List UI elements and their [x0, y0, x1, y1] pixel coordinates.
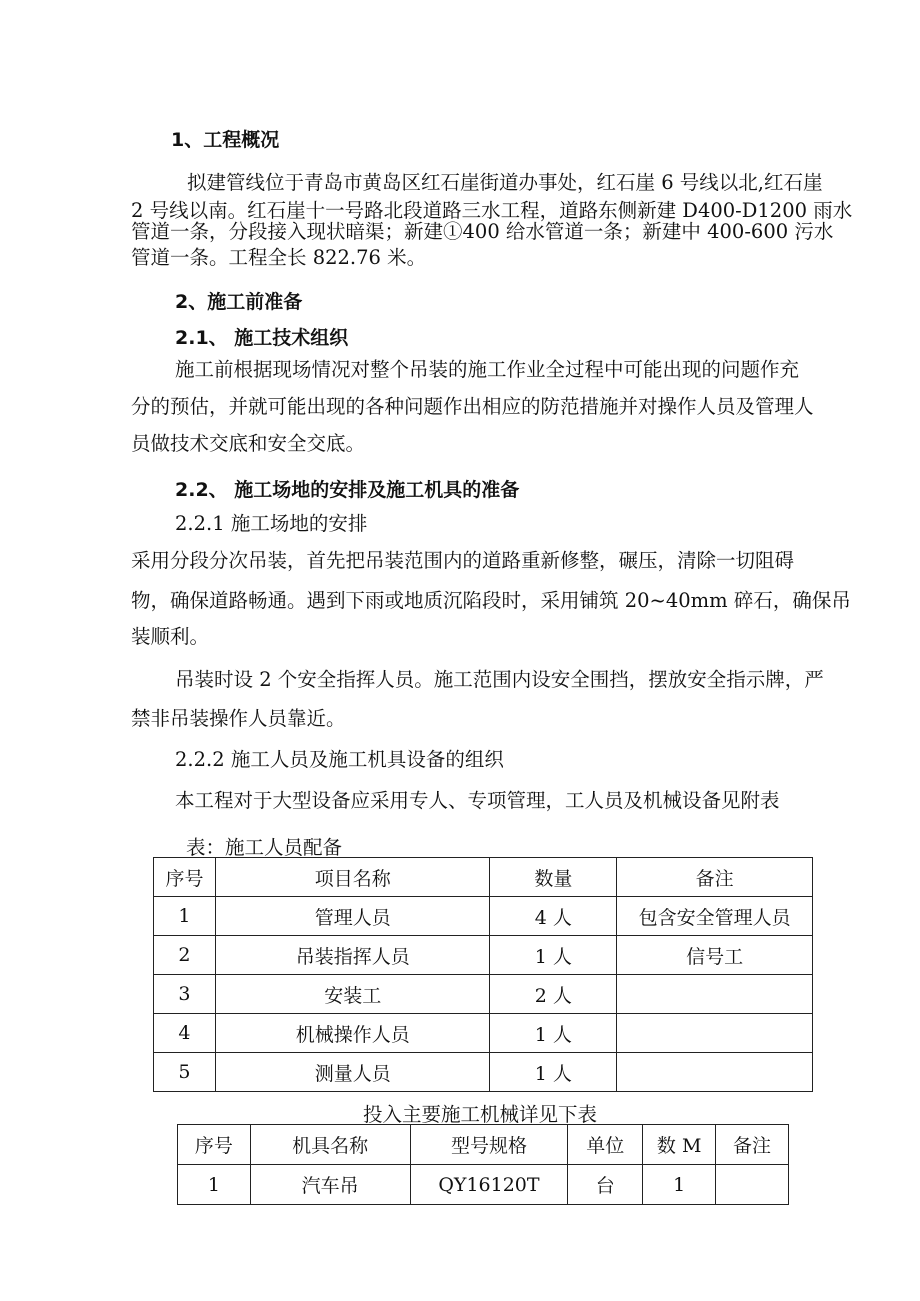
table-row — [154, 1053, 813, 1092]
personnel-cell-index: 2 — [154, 936, 216, 975]
personnel-cell-qty: 4 人 — [490, 897, 617, 936]
machinery-cell-qty: 1 — [643, 1165, 716, 1205]
section-2-1-line-1: 施工前根据现场情况对整个吊装的施工作业全过程中可能出现的问题作充 — [175, 358, 800, 381]
machinery-header-index: 序号 — [178, 1125, 251, 1165]
personnel-cell-index: 5 — [154, 1053, 216, 1092]
machinery-header-note: 备注 — [716, 1125, 789, 1165]
personnel-cell-qty: 2 人 — [490, 975, 617, 1014]
table-row — [154, 897, 813, 936]
section-2-1-title: 2.1、 施工技术组织 — [175, 327, 349, 349]
personnel-table-caption: 表：施工人员配备 — [186, 836, 343, 859]
personnel-cell-item: 管理人员 — [215, 897, 490, 936]
personnel-cell-note: 包含安全管理人员 — [617, 897, 813, 936]
personnel-cell-index: 4 — [154, 1014, 216, 1053]
section-2-1-line-3: 员做技术交底和安全交底。 — [131, 432, 366, 455]
personnel-header-index: 序号 — [154, 858, 216, 897]
personnel-cell-index: 1 — [154, 897, 216, 936]
personnel-cell-qty: 1 人 — [490, 1014, 617, 1053]
section-2-2-1-line-2: 物，确保道路畅通。遇到下雨或地质沉陷段时，采用铺筑 20~40mm 碎石，确保吊 — [131, 589, 851, 612]
section-1-title: 1、工程概况 — [171, 129, 280, 151]
section-2-2-2-line: 本工程对于大型设备应采用专人、专项管理，工人员及机械设备见附表 — [175, 789, 780, 812]
machinery-cell-name: 汽车吊 — [250, 1165, 410, 1205]
section-1-line-4: 管道一条。工程全长 822.76 米。 — [131, 246, 427, 269]
personnel-cell-qty: 1 人 — [490, 936, 617, 975]
personnel-cell-qty: 1 人 — [490, 1053, 617, 1092]
machinery-header-unit: 单位 — [568, 1125, 643, 1165]
section-2-2-1-line-3: 装顺利。 — [131, 625, 210, 648]
machinery-cell-unit: 台 — [568, 1165, 643, 1205]
machinery-table-caption: 投入主要施工机械详见下表 — [363, 1103, 598, 1126]
section-2-2-1-title: 2.2.1 施工场地的安排 — [175, 512, 368, 535]
personnel-table — [153, 857, 813, 1092]
personnel-cell-note — [617, 1014, 813, 1053]
table-row — [154, 975, 813, 1014]
section-2-2-1-line-1: 采用分段分次吊装，首先把吊装范围内的道路重新修整，碾压，清除一切阻碍 — [131, 549, 795, 572]
section-2-title: 2、施工前准备 — [175, 291, 303, 313]
personnel-cell-item: 吊装指挥人员 — [215, 936, 490, 975]
personnel-table-header-row — [154, 858, 813, 897]
table-row — [178, 1165, 789, 1205]
personnel-header-note: 备注 — [617, 858, 813, 897]
section-2-2-1-para2-line-1: 吊装时设 2 个安全指挥人员。施工范围内设安全围挡，摆放安全指示牌，严 — [175, 668, 824, 691]
machinery-header-qty: 数 M — [643, 1125, 716, 1165]
section-2-2-1-para2-line-2: 禁非吊装操作人员靠近。 — [131, 707, 346, 730]
personnel-header-item: 项目名称 — [215, 858, 490, 897]
personnel-cell-item: 安装工 — [215, 975, 490, 1014]
personnel-header-qty: 数量 — [490, 858, 617, 897]
section-2-2-2-title: 2.2.2 施工人员及施工机具设备的组织 — [175, 748, 504, 771]
personnel-cell-note: 信号工 — [617, 936, 813, 975]
personnel-cell-index: 3 — [154, 975, 216, 1014]
personnel-cell-note — [617, 1053, 813, 1092]
machinery-table — [177, 1124, 789, 1205]
machinery-cell-model: QY16120T — [410, 1165, 568, 1205]
machinery-header-model: 型号规格 — [410, 1125, 568, 1165]
table-row — [154, 936, 813, 975]
section-1-line-3: 管道一条，分段接入现状暗渠；新建①400 给水管道一条；新建中 400-600 污水 — [131, 220, 834, 243]
machinery-header-name: 机具名称 — [250, 1125, 410, 1165]
personnel-cell-note — [617, 975, 813, 1014]
personnel-cell-item: 机械操作人员 — [215, 1014, 490, 1053]
machinery-cell-note — [716, 1165, 789, 1205]
section-2-1-line-2: 分的预估，并就可能出现的各种问题作出相应的防范措施并对操作人员及管理人 — [131, 395, 814, 418]
personnel-cell-item: 测量人员 — [215, 1053, 490, 1092]
machinery-table-header-row — [178, 1125, 789, 1165]
section-1-line-1: 拟建管线位于青岛市黄岛区红石崖街道办事处，红石崖 6 号线以北,红石崖 — [187, 171, 823, 194]
table-row — [154, 1014, 813, 1053]
section-2-2-title: 2.2、 施工场地的安排及施工机具的准备 — [175, 479, 520, 501]
machinery-cell-index: 1 — [178, 1165, 251, 1205]
section-1-line-2: 2 号线以南。红石崖十一号路北段道路三水工程，道路东侧新建 D400-D1200 雨水 — [131, 199, 853, 222]
